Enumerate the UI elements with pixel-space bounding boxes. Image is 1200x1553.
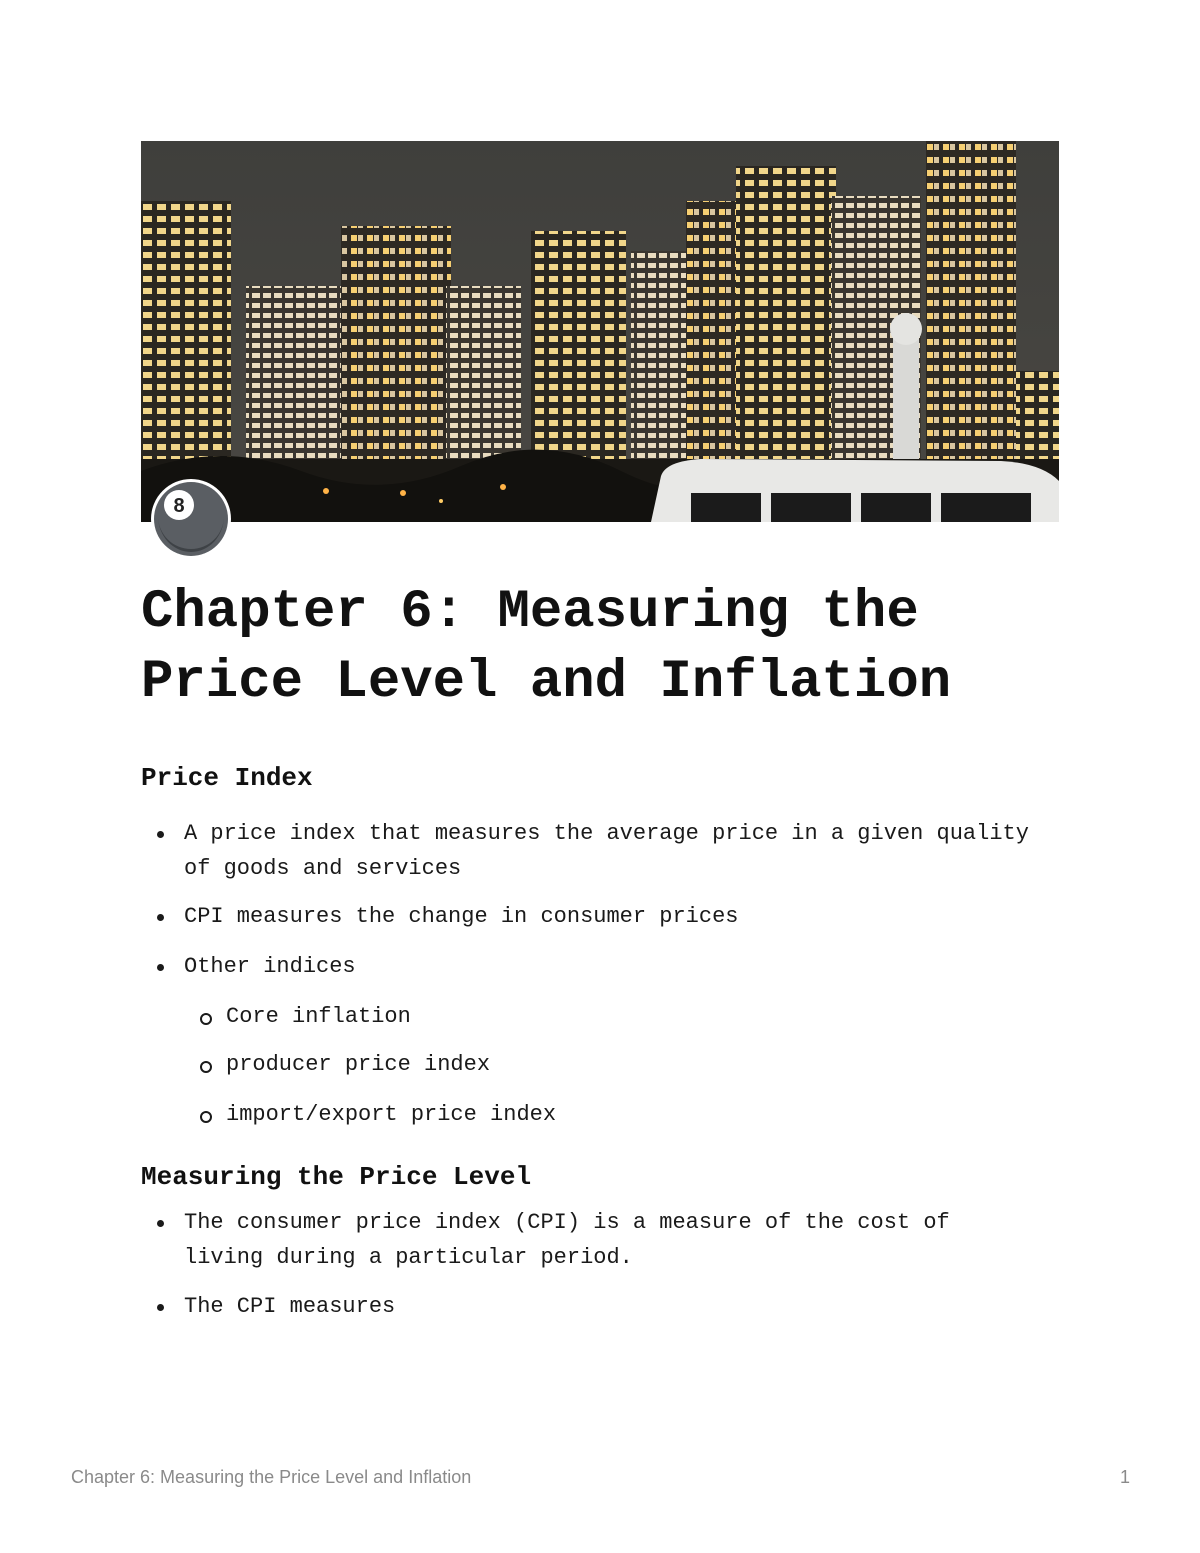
svg-text:8: 8	[173, 495, 185, 517]
list-item: The CPI measures	[141, 1289, 1041, 1324]
page-title: Chapter 6: Measuring the Price Level and Inflation	[141, 582, 952, 713]
list-item: Other indices	[141, 949, 1041, 984]
list-item: producer price index	[141, 1047, 1041, 1082]
bullet-list	[141, 816, 1041, 1132]
list-item: Core inflation	[141, 999, 1041, 1034]
cover-image	[141, 141, 1059, 522]
section-heading: Measuring the Price Level	[141, 1162, 532, 1192]
list-item: import/export price index	[141, 1097, 1041, 1132]
section-measuring-price-level	[141, 1161, 1041, 1324]
list-item: CPI measures the change in consumer prices	[141, 899, 1041, 934]
list-item: A price index that measures the average price in a given quality of goods and services	[141, 816, 1041, 886]
section-heading: Price Index	[141, 763, 313, 793]
list-item: The consumer price index (CPI) is a measure of the cost of living during a particular period.	[141, 1205, 1041, 1275]
footer-title: Chapter 6: Measuring the Price Level and Inflation	[71, 1467, 472, 1487]
pool-8-ball-icon	[150, 478, 232, 560]
bullet-list	[141, 1205, 1041, 1324]
section-price-index	[141, 762, 1041, 1132]
night-skyline-picture	[141, 141, 1059, 522]
page-number: 1	[1119, 1467, 1130, 1487]
